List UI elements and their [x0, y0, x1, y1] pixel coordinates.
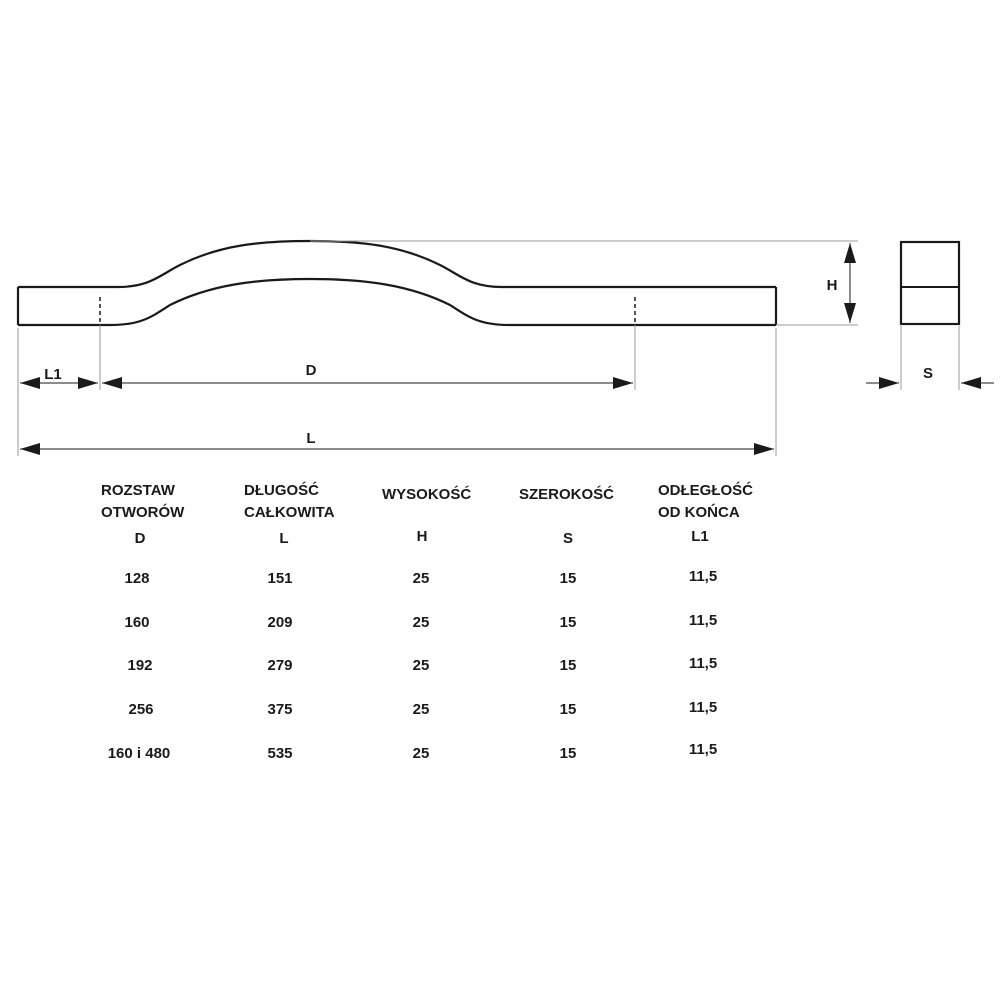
table-cell: 15 — [559, 745, 577, 762]
column-symbol: L1 — [691, 528, 709, 545]
handle-technical-drawing — [0, 0, 1000, 470]
dim-label-l: L — [306, 430, 316, 447]
table-cell: 25 — [412, 745, 430, 762]
column-symbol: S — [562, 530, 574, 547]
table-cell: 375 — [267, 701, 293, 718]
column-header-line: ROZSTAW — [101, 482, 175, 499]
table-cell: 160 — [124, 614, 150, 631]
table-cell: 151 — [267, 570, 293, 587]
table-cell: 11,5 — [688, 568, 718, 585]
column-header-line: DŁUGOŚĆ — [244, 482, 319, 499]
table-cell: 15 — [559, 614, 577, 631]
table-cell: 15 — [559, 701, 577, 718]
table-cell: 25 — [412, 614, 430, 631]
table-cell: 11,5 — [688, 655, 718, 672]
table-cell: 256 — [128, 701, 154, 718]
column-symbol: D — [134, 530, 146, 547]
side-view-profile — [901, 242, 959, 324]
table-cell: 25 — [412, 570, 430, 587]
table-cell: 279 — [267, 657, 293, 674]
dim-label-h: H — [826, 277, 838, 294]
dim-label-s: S — [922, 365, 934, 382]
dim-label-l1: L1 — [44, 366, 62, 383]
column-header-line: SZEROKOŚĆ — [519, 486, 615, 503]
table-cell: 15 — [559, 570, 577, 587]
table-cell: 11,5 — [688, 741, 718, 758]
table-cell: 192 — [127, 657, 153, 674]
table-cell: 160 i 480 — [107, 745, 171, 762]
table-cell: 11,5 — [688, 699, 718, 716]
handle-outline-top — [18, 241, 776, 287]
column-header-line: ODŁEGŁOŚĆ — [658, 482, 754, 499]
table-cell: 128 — [124, 570, 150, 587]
table-cell: 15 — [559, 657, 577, 674]
table-cell: 209 — [267, 614, 293, 631]
dim-label-d: D — [305, 362, 317, 379]
column-symbol: L — [279, 530, 289, 547]
column-header-line: OD KOŃCA — [658, 504, 740, 521]
column-symbol: H — [416, 528, 428, 545]
column-header-line: OTWORÓW — [101, 504, 185, 521]
table-cell: 11,5 — [688, 612, 718, 629]
column-header-line: WYSOKOŚĆ — [382, 486, 472, 503]
table-cell: 535 — [267, 745, 293, 762]
table-cell: 25 — [412, 657, 430, 674]
table-cell: 25 — [412, 701, 430, 718]
column-header-line: CAŁKOWITA — [244, 504, 335, 521]
